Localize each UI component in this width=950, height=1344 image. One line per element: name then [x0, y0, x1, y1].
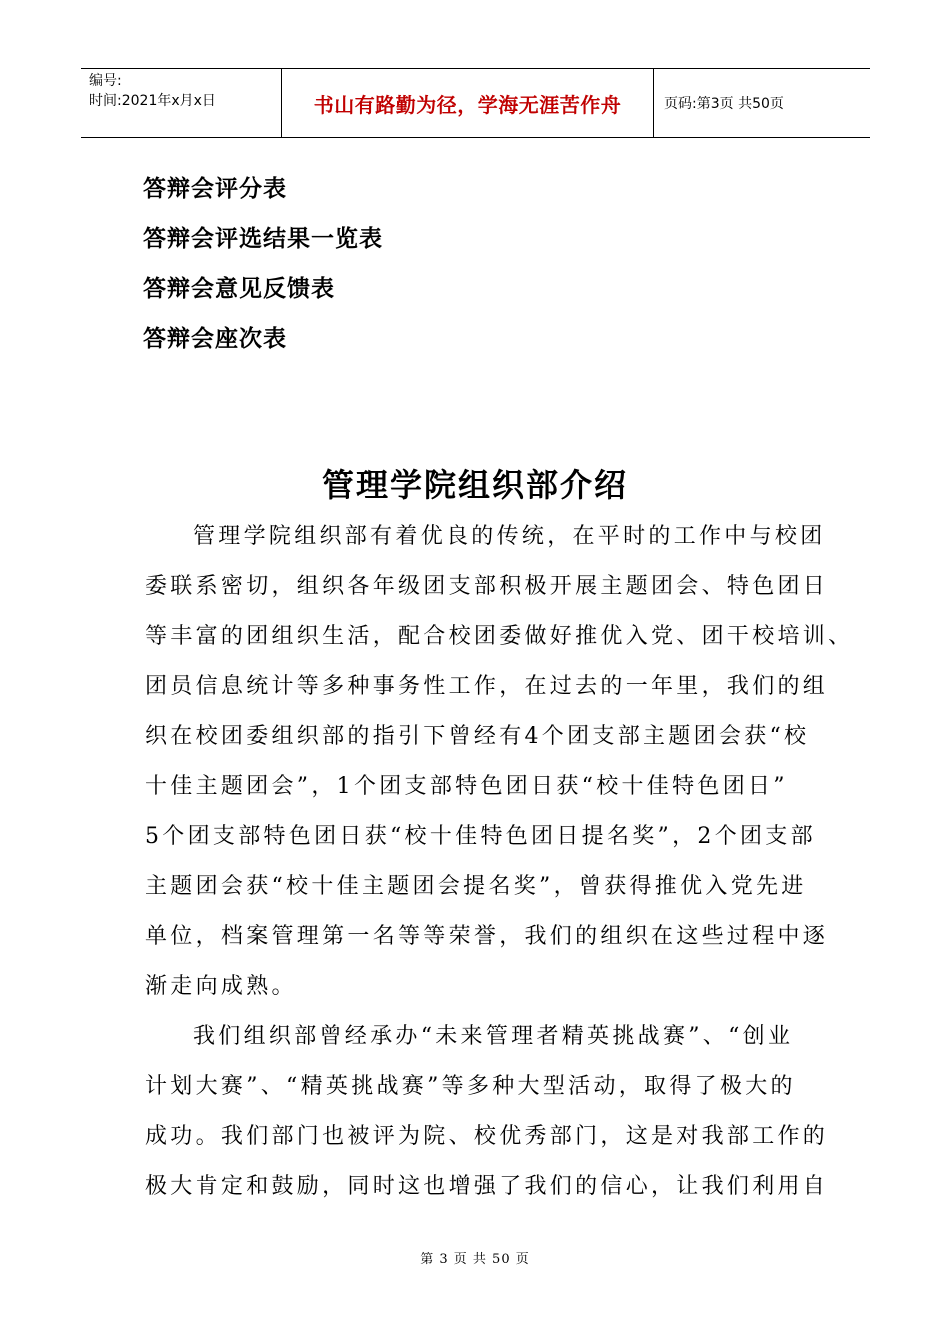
document-date: 时间:2021年x月x日: [89, 93, 216, 109]
paragraph-line: 委联系密切，组织各年级团支部积极开展主题团会、特色团日: [145, 574, 829, 599]
paragraph-line: 管理学院组织部有着优良的传统，在平时的工作中与校团: [193, 524, 826, 549]
paragraph-line: 5个团支部特色团日获“校十佳特色团日提名奖”，2个团支部: [145, 824, 816, 849]
page-footer: 第 3 页 共 50 页: [420, 1252, 530, 1267]
paragraph-line: 我们组织部曾经承办“未来管理者精英挑战赛”、“创业: [193, 1024, 794, 1049]
header-page-info: 页码:第3页 共50页: [664, 96, 784, 112]
paragraph-line: 织在校团委组织部的指引下曾经有4个团支部主题团会获“校: [145, 724, 810, 749]
list-item: 答辩会评选结果一览表: [143, 225, 383, 252]
list-item: 答辩会意见反馈表: [143, 275, 335, 302]
list-item: 答辩会座次表: [143, 325, 287, 352]
paragraph-line: 成功。我们部门也被评为院、校优秀部门，这是对我部工作的: [145, 1124, 829, 1149]
paragraph-line: 团员信息统计等多种事务性工作，在过去的一年里，我们的组: [145, 674, 829, 699]
document-number-label: 编号:: [89, 73, 122, 89]
page-header: [81, 68, 870, 138]
header-info-cell: [81, 69, 281, 137]
paragraph-line: 极大肯定和鼓励，同时这也增强了我们的信心，让我们利用自: [145, 1174, 829, 1199]
paragraph-line: 等丰富的团组织生活，配合校团委做好推优入党、团干校培训、: [145, 624, 854, 649]
paragraph-line: 十佳主题团会”，1个团支部特色团日获“校十佳特色团日”: [145, 774, 788, 799]
paragraph-line: 单位，档案管理第一名等等荣誉，我们的组织在这些过程中逐: [145, 924, 829, 949]
paragraph-line: 渐走向成熟。: [145, 974, 297, 999]
list-item: 答辩会评分表: [143, 175, 287, 202]
paragraph-line: 计划大赛”、“精英挑战赛”等多种大型活动，取得了极大的: [145, 1074, 796, 1099]
section-title: 管理学院组织部介绍: [321, 466, 628, 504]
paragraph-line: 主题团会获“校十佳主题团会提名奖”，曾获得推优入党先进: [145, 874, 807, 899]
header-motto: 书山有路勤为径，学海无涯苦作舟: [281, 69, 654, 137]
